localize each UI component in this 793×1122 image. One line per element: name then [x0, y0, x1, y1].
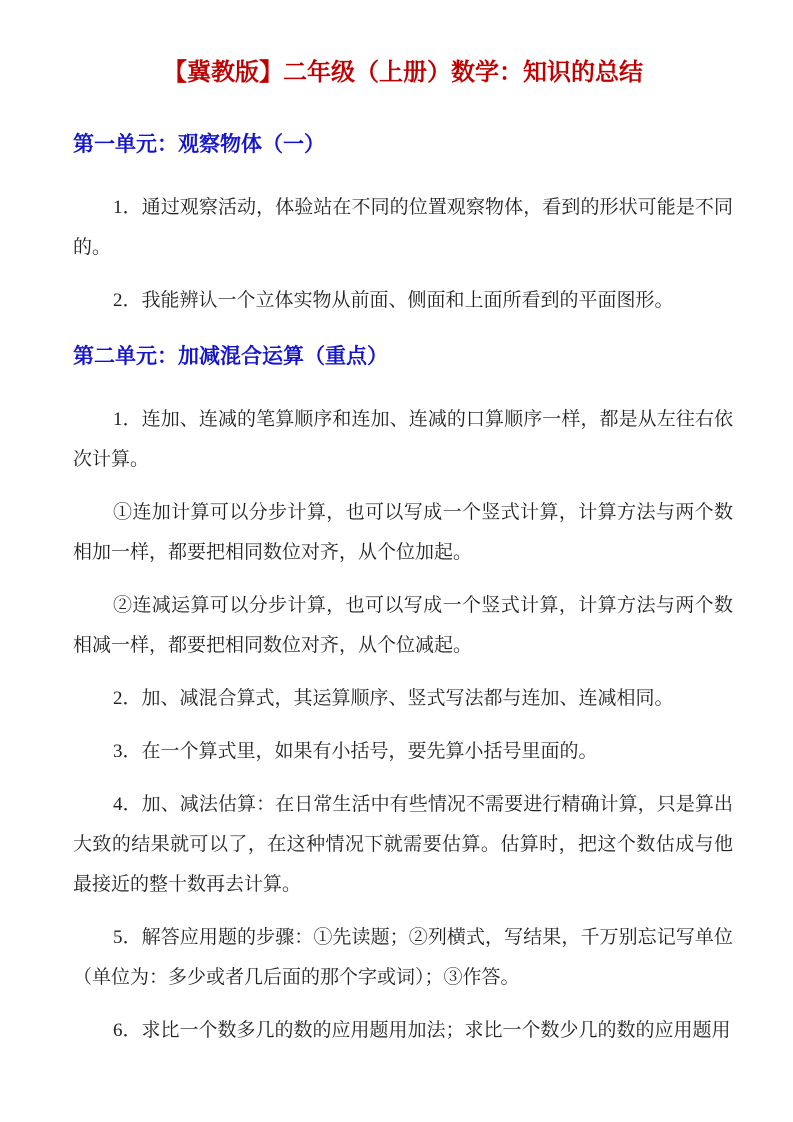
paragraph: 3．在一个算式里，如果有小括号，要先算小括号里面的。 — [113, 741, 598, 762]
paragraph: 2．加、减混合算式，其运算顺序、竖式写法都与连加、连减相同。 — [113, 688, 674, 709]
paragraph: 6．求比一个数多几的数的应用题用加法；求比一个数少几的数的应用题用 — [113, 1020, 731, 1041]
unit-1-heading: 第一单元：观察物体（一） — [73, 132, 325, 156]
section-unit-2 — [73, 342, 733, 1051]
paragraph: 4．加、减法估算：在日常生活中有些情况不需要进行精确计算，只是算出大致的结果就可以了，在这种情况下就需要估算。估算时，把这个数估成与他最接近的整十数再去计算。 — [73, 794, 733, 895]
document-title: 【冀教版】二年级（上册）数学：知识的总结 — [163, 60, 643, 86]
unit-2-heading: 第二单元：加减混合运算（重点） — [73, 344, 388, 368]
section-unit-1 — [73, 130, 733, 321]
paragraph: 5．解答应用题的步骤：①先读题；②列横式，写结果，千万别忘记写单位（单位为：多少或者几后面的那个字或词）；③作答。 — [73, 927, 733, 988]
paragraph: ②连减运算可以分步计算，也可以写成一个竖式计算，计算方法与两个数相减一样，都要把相同数位对齐，从个位减起。 — [73, 595, 733, 656]
paragraph: 1．通过观察活动，体验站在不同的位置观察物体，看到的形状可能是不同的。 — [73, 197, 733, 258]
paragraph: ①连加计算可以分步计算，也可以写成一个竖式计算，计算方法与两个数相加一样，都要把相同数位对齐，从个位加起。 — [73, 502, 733, 563]
paragraph: 1．连加、连减的笔算顺序和连加、连减的口算顺序一样，都是从左往右依次计算。 — [73, 409, 733, 470]
paragraph: 2．我能辨认一个立体实物从前面、侧面和上面所看到的平面图形。 — [113, 290, 674, 311]
